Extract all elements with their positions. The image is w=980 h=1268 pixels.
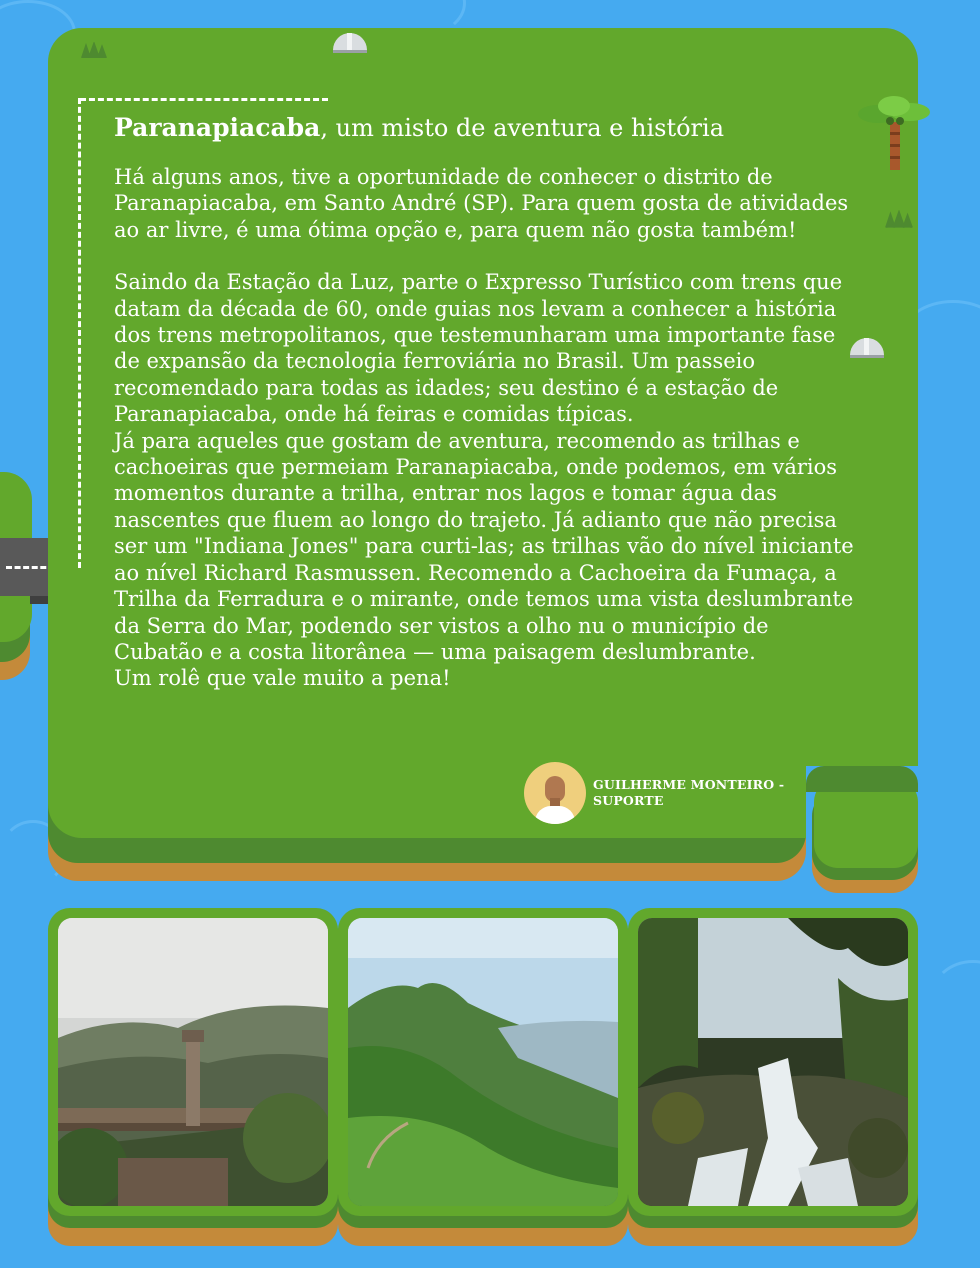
article-paragraph: Um rolê que vale muito a pena! xyxy=(114,666,451,691)
dotted-path xyxy=(78,98,81,568)
avatar xyxy=(524,762,586,824)
background-wave xyxy=(930,960,980,1036)
palm-tree-icon xyxy=(856,92,932,172)
article-paragraph: Saindo da Estação da Luz, parte o Expresso Turístico com trens que datam da década de 60, onde guias nos levam a conhecer a história dos trens metropolitanos, que testemunharam uma importante fase de expansão da tecnologia ferroviária no Brasil. Um passeio recomendado para todas as idades; seu destino é a estação de Paranapiacaba, onde há feiras e comidas típicas. xyxy=(114,270,843,427)
article-title xyxy=(114,112,859,144)
dotted-path xyxy=(80,98,328,101)
photo-station xyxy=(48,908,338,1216)
title-bold: Paranapiacaba xyxy=(114,113,321,142)
article-text xyxy=(114,112,859,692)
card-ledge xyxy=(806,766,918,792)
title-rest: , um misto de aventura e história xyxy=(320,114,724,142)
grass-icon xyxy=(80,42,108,58)
article-paragraph: Já para aqueles que gostam de aventura, recomendo as trilhas e cachoeiras que permeiam Paranapiacaba, onde podemos, em vários momentos durante a trilha, entrar nos lagos e tomar água das nascentes que fluem ao longo do trajeto. Já adianto que não precisa ser um "Indiana Jones" para curti-las; as trilhas vão do nível iniciante ao nível Richard Rasmussen. Recomendo a Cachoeira da Fumaça, a Trilha da Ferradura e o mirante, onde temos uma vista deslumbrante da Serra do Mar, podendo ser vistos a olho nu o município de Cubatão e a costa litorânea — uma paisagem deslumbrante. xyxy=(114,428,854,664)
station-photo-image xyxy=(58,918,328,1206)
photo-waterfall xyxy=(628,908,918,1216)
grass-icon xyxy=(884,210,914,228)
waterfall-photo-image xyxy=(638,918,908,1206)
article-paragraph: Há alguns anos, tive a oportunidade de conhecer o distrito de Paranapiacaba, em Santo André (SP). Para quem gosta de atividades ao ar livre, é uma ótima opção e, para quem não gosta também! xyxy=(114,165,849,242)
author-block xyxy=(524,762,793,824)
photo-mountains xyxy=(338,908,628,1216)
mountain-photo-image xyxy=(348,918,618,1206)
author-name: GUILHERME MONTEIRO - SUPORTE xyxy=(593,777,785,808)
